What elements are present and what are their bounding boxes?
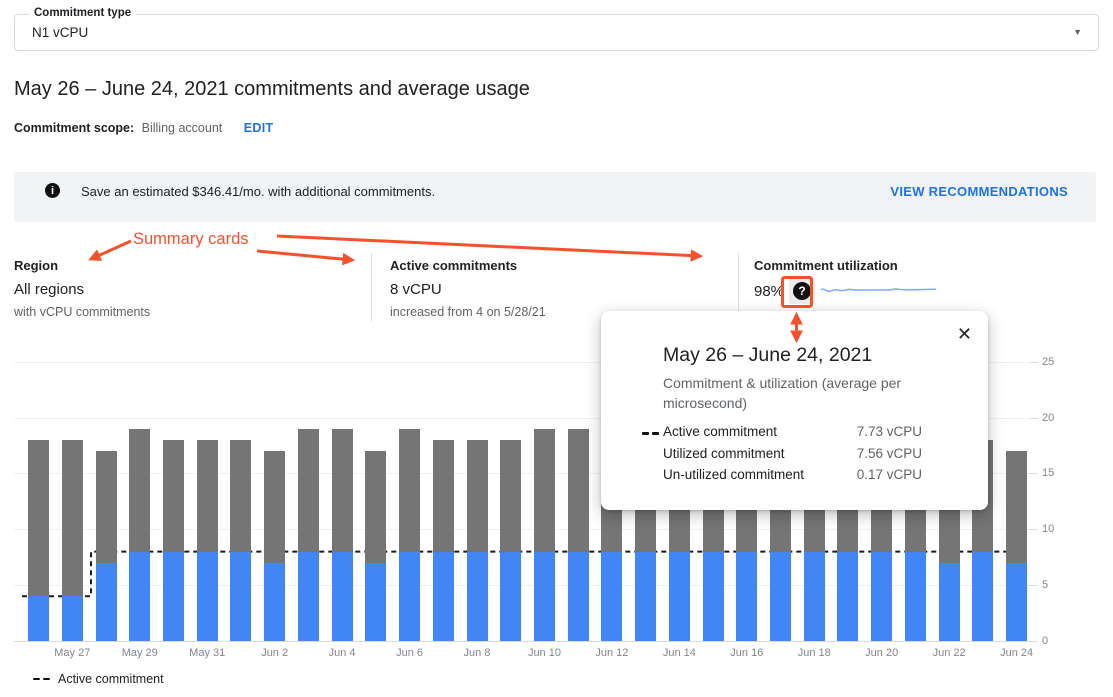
x-axis-label: Jun 24 [1000, 647, 1034, 659]
tooltip-row-unutilized-commitment [601, 467, 988, 489]
tooltip-row-active-commitment [601, 424, 988, 446]
x-axis-label: Jun 12 [595, 647, 629, 659]
commitment-usage-bar[interactable] [1006, 451, 1027, 641]
above-commitment-segment [433, 440, 454, 552]
utilized-commitment-segment [804, 552, 825, 641]
commitment-usage-bar[interactable] [365, 451, 386, 641]
chart-legend [33, 672, 164, 686]
commitment-usage-bar[interactable] [129, 429, 150, 641]
tooltip-row-label: Utilized commitment [663, 445, 785, 461]
gridline [14, 641, 1030, 642]
x-axis-label: Jun 8 [463, 647, 491, 659]
commitment-usage-bar[interactable] [230, 440, 251, 641]
savings-message: Save an estimated $346.41/mo. with additional commitments. [81, 184, 436, 199]
commitment-usage-bar[interactable] [568, 429, 589, 641]
x-axis-label: Jun 16 [730, 647, 764, 659]
x-axis-label: Jun 2 [261, 647, 289, 659]
utilized-commitment-segment [905, 552, 926, 641]
arrow-to-active-commitments-card [257, 251, 352, 260]
utilized-commitment-segment [500, 552, 521, 641]
commitment-type-field-value: N1 vCPU [32, 25, 89, 40]
commitment-scope-label: Commitment scope: [14, 121, 135, 135]
tooltip-row-label: Active commitment [663, 424, 778, 439]
tooltip-row-value: 7.56 vCPU [856, 445, 922, 461]
view-recommendations-link[interactable]: VIEW RECOMMENDATIONS [890, 184, 1068, 199]
utilized-commitment-segment [467, 552, 488, 641]
chart-legend-label: Active commitment [58, 672, 164, 686]
commitment-usage-bar[interactable] [500, 440, 521, 641]
close-icon[interactable]: ✕ [956, 324, 972, 344]
dashed-line-legend-icon [33, 678, 50, 681]
above-commitment-segment [264, 451, 285, 563]
region-card-subtext: with vCPU commitments [14, 305, 151, 319]
utilized-commitment-segment [635, 552, 656, 641]
tooltip-title: May 26 – June 24, 2021 [663, 344, 873, 366]
commitment-usage-bar[interactable] [534, 429, 555, 641]
commitment-usage-bar[interactable] [433, 440, 454, 641]
above-commitment-segment [332, 429, 353, 552]
utilized-commitment-segment [365, 563, 386, 641]
summary-cards-annotation: Summary cards [133, 230, 249, 248]
commitment-usage-bar[interactable] [467, 440, 488, 641]
help-icon: ? [793, 282, 811, 300]
utilized-commitment-segment [736, 552, 757, 641]
y-axis-tick [1030, 641, 1038, 642]
utilized-commitment-segment [534, 552, 555, 641]
above-commitment-segment [365, 451, 386, 563]
above-commitment-segment [96, 451, 117, 563]
commitment-usage-bar[interactable] [399, 429, 420, 641]
commitment-scope-row [14, 121, 273, 135]
utilized-commitment-segment [568, 552, 589, 641]
y-axis-tick [1030, 418, 1038, 419]
commitment-usage-bar[interactable] [298, 429, 319, 641]
y-axis-tick [1030, 529, 1038, 530]
y-axis-tick [1030, 585, 1038, 586]
y-axis-tick [1030, 473, 1038, 474]
utilization-help-button[interactable] [789, 278, 815, 304]
tooltip-row-value: 0.17 vCPU [856, 467, 922, 482]
commitment-utilization-value-row [754, 278, 938, 304]
region-card-title: Region [14, 258, 59, 273]
y-axis-tick [1030, 362, 1038, 363]
tooltip-subtitle: Commitment & utilization (average per microsecond) [663, 375, 902, 411]
utilized-commitment-segment [1006, 563, 1027, 641]
x-axis-label: Jun 20 [865, 647, 899, 659]
arrow-to-utilization-card [277, 236, 700, 256]
commitment-type-field[interactable] [14, 7, 1099, 51]
card-divider [371, 253, 372, 322]
tooltip-row-utilized-commitment [601, 446, 988, 468]
above-commitment-segment [298, 429, 319, 552]
savings-banner [14, 172, 1096, 222]
above-commitment-segment [230, 440, 251, 552]
commitment-usage-bar[interactable] [96, 451, 117, 641]
commitment-usage-bar[interactable] [197, 440, 218, 641]
x-axis-label: Jun 22 [932, 647, 966, 659]
above-commitment-segment [28, 440, 49, 596]
above-commitment-segment [1006, 451, 1027, 563]
utilized-commitment-segment [96, 563, 117, 641]
active-commitments-card-title: Active commitments [390, 258, 518, 273]
above-commitment-segment [197, 440, 218, 552]
commitment-usage-bar[interactable] [163, 440, 184, 641]
utilized-commitment-segment [163, 552, 184, 641]
arrow-to-region-card [91, 241, 131, 259]
commitment-scope-value: Billing account [141, 121, 223, 135]
x-axis-label: Jun 10 [527, 647, 561, 659]
utilized-commitment-segment [399, 552, 420, 641]
above-commitment-segment [129, 429, 150, 552]
commitment-usage-bar[interactable] [62, 440, 83, 641]
x-axis-label: Jun 14 [662, 647, 696, 659]
info-icon: i [45, 183, 60, 198]
commitment-utilization-card-value: 98% [754, 282, 785, 300]
utilized-commitment-segment [972, 552, 993, 641]
above-commitment-segment [568, 429, 589, 552]
x-axis-label: May 29 [121, 647, 158, 659]
above-commitment-segment [534, 429, 555, 552]
tooltip-row-label: Un-utilized commitment [663, 467, 805, 482]
utilized-commitment-segment [62, 596, 83, 641]
commitment-usage-bar[interactable] [28, 440, 49, 641]
utilized-commitment-segment [230, 552, 251, 641]
y-axis-label: 25 [1042, 355, 1055, 368]
active-commitments-card-subtext: increased from 4 on 5/28/21 [390, 305, 546, 319]
tooltip-rows [601, 424, 988, 489]
utilized-commitment-segment [298, 552, 319, 641]
x-axis-label: May 31 [189, 647, 226, 659]
x-axis-label: Jun 18 [797, 647, 831, 659]
commitment-usage-bar[interactable] [332, 429, 353, 641]
dropdown-caret-icon: ▼ [1073, 27, 1082, 37]
utilization-sparkline [820, 281, 938, 301]
dashed-line-legend-icon [642, 432, 659, 435]
utilized-commitment-segment [332, 552, 353, 641]
commitment-usage-bar[interactable] [264, 451, 285, 641]
utilized-commitment-segment [703, 552, 724, 641]
utilization-tooltip [601, 311, 988, 510]
utilized-commitment-segment [837, 552, 858, 641]
x-axis-label: Jun 6 [396, 647, 424, 659]
active-commitments-card-value: 8 vCPU [390, 281, 442, 298]
utilized-commitment-segment [939, 563, 960, 641]
utilized-commitment-segment [770, 552, 791, 641]
above-commitment-segment [467, 440, 488, 552]
commitment-type-field-label: Commitment type [29, 7, 136, 19]
tooltip-row-value: 7.73 vCPU [856, 424, 922, 439]
above-commitment-segment [399, 429, 420, 552]
edit-scope-link[interactable]: EDIT [243, 121, 274, 135]
utilized-commitment-segment [28, 596, 49, 641]
above-commitment-segment [62, 440, 83, 596]
utilized-commitment-segment [264, 563, 285, 641]
y-axis-label: 15 [1042, 467, 1055, 480]
x-axis-label: Jun 4 [328, 647, 356, 659]
utilized-commitment-segment [871, 552, 892, 641]
page-title: May 26 – June 24, 2021 commitments and average usage [14, 78, 530, 100]
y-axis-label: 10 [1042, 523, 1055, 536]
x-axis-label: May 27 [54, 647, 91, 659]
y-axis-label: 20 [1042, 411, 1055, 424]
utilized-commitment-segment [433, 552, 454, 641]
above-commitment-segment [163, 440, 184, 552]
region-card-value: All regions [14, 281, 85, 298]
utilized-commitment-segment [197, 552, 218, 641]
utilized-commitment-segment [669, 552, 690, 641]
utilized-commitment-segment [601, 552, 622, 641]
utilized-commitment-segment [129, 552, 150, 641]
y-axis-label: 5 [1042, 579, 1049, 592]
commitment-utilization-card-title: Commitment utilization [754, 258, 898, 273]
y-axis-label: 0 [1042, 635, 1049, 647]
above-commitment-segment [500, 440, 521, 552]
